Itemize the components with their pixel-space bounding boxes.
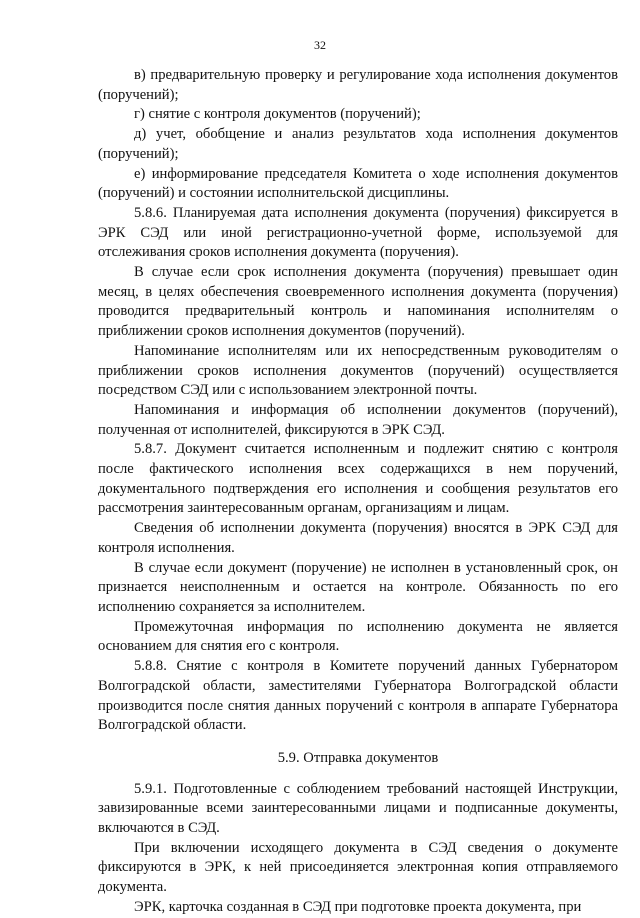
paragraph-not-executed: В случае если документ (поручение) не исполнен в установленный срок, он признается неисполненным и остается на контроле. Обязанность по его исполнению сохраняется за исполнителем. — [98, 559, 618, 615]
paragraph-outgoing-document: При включении исходящего документа в СЭД сведения о документе фиксируются в ЭРК, к ней присоединяется электронная копия отправляемого документа. — [98, 839, 618, 896]
list-item-e: е) информирование председателя Комитета о ходе исполнения документов (поручений) и состоянии исполнительской дисциплины. — [98, 165, 618, 202]
list-item-v: в) предварительную проверку и регулирование хода исполнения документов (поручений); — [98, 67, 618, 103]
clause-5-8-8: 5.8.8. Снятие с контроля в Комитете поручений данных Губернатором Волгоградской области, заместителями Губернатора Волгоградской области производится после снятия данных поручений с контроля в аппарате Губернатора Волгоградской области. — [98, 658, 618, 734]
clause-5-9-1: 5.9.1. Подготовленные с соблюдением требований настоящей Инструкции, завизированные всеми заинтересованными лицами и подписанные документы, включаются в СЭД. — [98, 780, 618, 837]
page-number: 32 — [314, 38, 326, 52]
list-item-d: д) учет, обобщение и анализ результатов хода исполнения документов (поручений); — [98, 126, 618, 162]
paragraph-interim-info: Промежуточная информация по исполнению документа не является основанием для снятия его с контроля. — [98, 618, 618, 655]
paragraph-reminders-recorded: Напоминания и информация об исполнении документов (поручений), полученная от исполнителей, фиксируются в ЭРК СЭД. — [98, 401, 618, 438]
list-item-g: г) снятие с контроля документов (поручений); — [134, 106, 421, 123]
paragraph-erk-card: ЭРК, карточка созданная в СЭД при подготовке проекта документа, при — [134, 898, 582, 915]
paragraph-execution-info: Сведения об исполнении документа (поручения) вносятся в ЭРК СЭД для контроля исполнения. — [98, 520, 618, 556]
paragraph-reminder: Напоминание исполнителям или их непосредственным руководителям о приближении сроков исполнения документов (поручений) осуществляется посредством СЭД или с использованием электронной почты. — [98, 342, 618, 399]
paragraph-deadline-over-month: В случае если срок исполнения документа (поручения) превышает один месяц, в целях обеспечения своевременного исполнения документа (поручения) проводится предварительный контроль и напоминания исполнителям о приближении сроков исполнения документов (поручений). — [98, 264, 618, 340]
clause-5-8-6: 5.8.6. Планируемая дата исполнения документа (поручения) фиксируется в ЭРК СЭД или иной регистрационно-учетной форме, используемой для отслеживания сроков исполнения документа (поручения). — [98, 204, 618, 261]
document-body — [98, 66, 618, 918]
section-heading: 5.9. Отправка документов — [277, 749, 439, 766]
clause-5-8-7: 5.8.7. Документ считается исполненным и подлежит снятию с контроля после фактического исполнения всех содержащихся в нем поручений, документального подтверждения его исполнения и сообщения результатов его рассмотрения заинтересованным органам, организациям и лицам. — [98, 441, 618, 517]
